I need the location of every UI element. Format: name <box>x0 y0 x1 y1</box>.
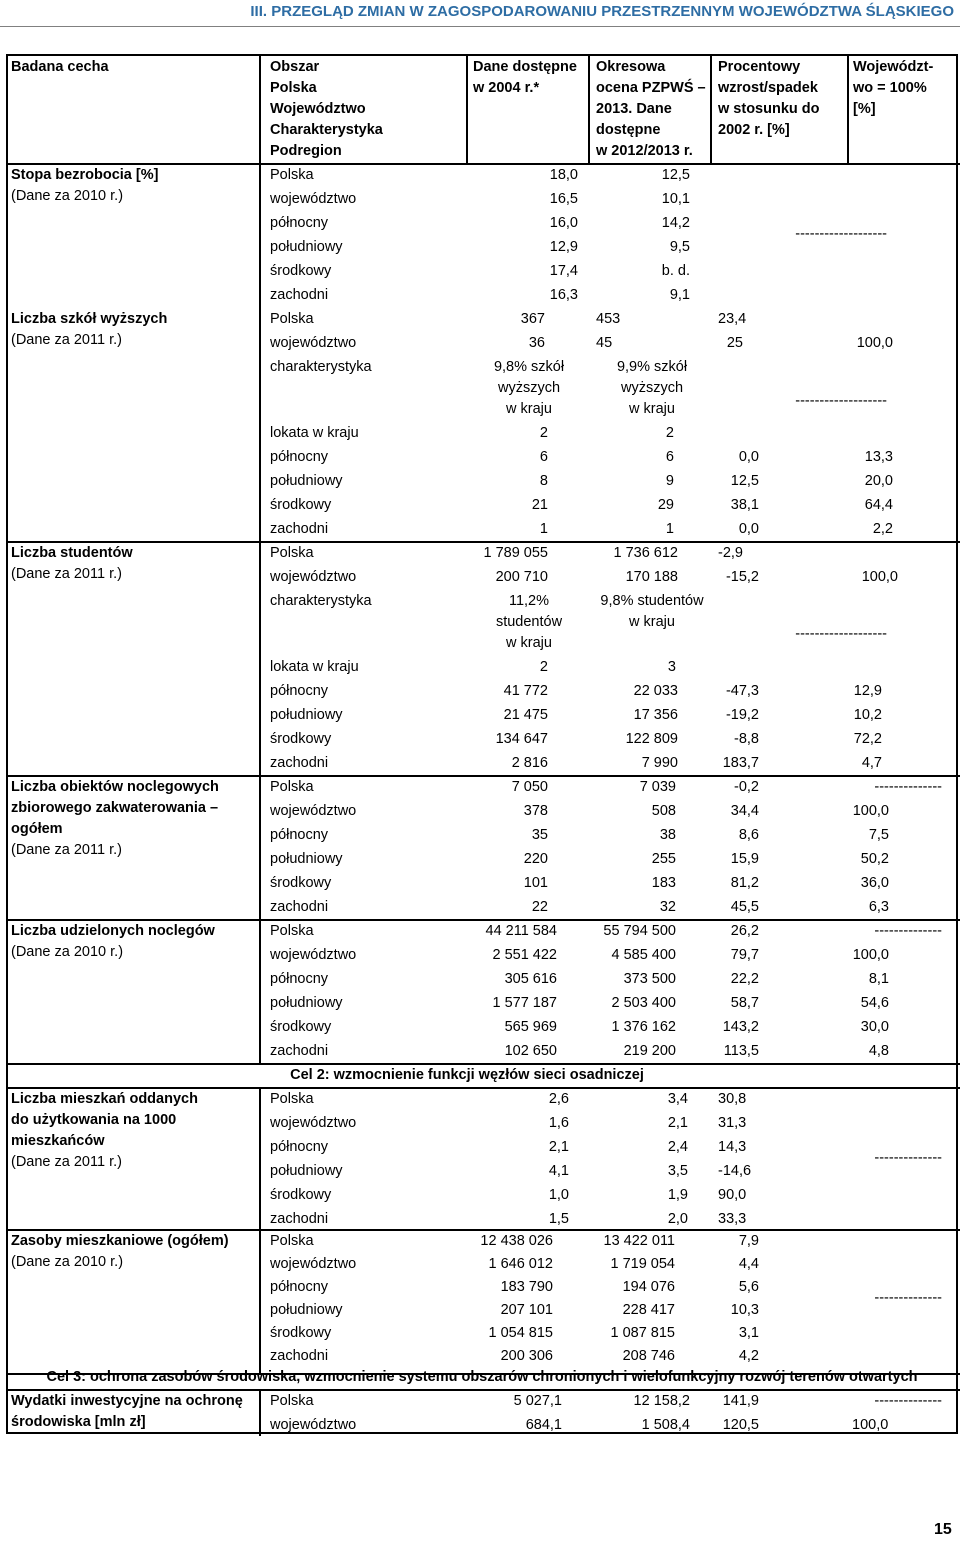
value-2004: 207 101 <box>500 1302 553 1318</box>
value-2004: 1 <box>539 521 548 537</box>
value-2004: 183 790 <box>500 1279 553 1295</box>
value-2004: 1,6 <box>548 1115 569 1131</box>
value-2013: 122 809 <box>625 731 678 747</box>
area-name: południowy <box>270 1302 343 1318</box>
value-2013: 3 <box>667 659 676 675</box>
characteristic-label: charakterystyka <box>270 359 372 375</box>
column-divider <box>466 56 468 164</box>
column-divider <box>710 56 712 164</box>
percent-change: 33,3 <box>718 1211 747 1227</box>
percent-change: -14,6 <box>718 1163 752 1179</box>
percent-change: -19,2 <box>725 707 759 723</box>
value-2004: 1 789 055 <box>483 545 548 561</box>
percent-change: 31,3 <box>718 1115 747 1131</box>
region-share: 2,2 <box>872 521 893 537</box>
percent-change: 34,4 <box>730 803 759 819</box>
area-name: północny <box>270 1279 329 1295</box>
value-2004: 18,0 <box>549 167 578 183</box>
percent-change: 30,8 <box>718 1091 747 1107</box>
region-share: 30,0 <box>860 1019 889 1035</box>
percent-change: -0,2 <box>734 779 759 795</box>
value-2013: 12,5 <box>661 167 690 183</box>
header-assessment-2013: Okresowa <box>596 59 666 75</box>
percent-change: -47,3 <box>725 683 759 699</box>
area-name: południowy <box>270 239 343 255</box>
area-name: zachodni <box>270 899 329 915</box>
header-area: Obszar <box>270 59 320 75</box>
characteristic-2013: w kraju <box>629 614 675 630</box>
value-2004: 220 <box>523 851 548 867</box>
characteristic-2004: 11,2% <box>508 593 550 609</box>
value-2013: 2,0 <box>667 1211 688 1227</box>
area-name: województwo <box>270 1417 357 1433</box>
header-assessment-2013: 2013. Dane <box>596 101 672 117</box>
value-2004: 16,3 <box>549 287 578 303</box>
value-2004: 8 <box>539 473 548 489</box>
area-name: województwo <box>270 803 357 819</box>
area-name: południowy <box>270 1163 343 1179</box>
percent-change: 0,0 <box>738 449 759 465</box>
value-2004: 36 <box>528 335 545 351</box>
feature-label: (Dane za 2011 r.) <box>11 332 122 348</box>
value-2013: 1 376 162 <box>611 1019 676 1035</box>
value-2013: 45 <box>596 335 613 351</box>
feature-label: do użytkowania na 1000 <box>11 1112 177 1128</box>
value-2004: 2,6 <box>548 1091 569 1107</box>
percent-change: 38,1 <box>730 497 759 513</box>
value-2004: 1,0 <box>548 1187 569 1203</box>
area-name: zachodni <box>270 1043 329 1059</box>
page-number: 15 <box>934 1521 952 1538</box>
characteristic-2013: 9,9% szkół <box>616 359 688 375</box>
value-2013: 14,2 <box>661 215 690 231</box>
value-2013: 1 <box>665 521 674 537</box>
value-2013: 7 039 <box>639 779 676 795</box>
header-percent-change: wzrost/spadek <box>718 80 818 96</box>
value-2004: 7 050 <box>511 779 548 795</box>
value-2004: 12 438 026 <box>480 1233 553 1249</box>
region-share: 13,3 <box>864 449 893 465</box>
value-2004: 378 <box>523 803 548 819</box>
percent-change: 120,5 <box>722 1417 759 1433</box>
area-name: Polska <box>270 1091 314 1107</box>
value-2013: 4 585 400 <box>611 947 676 963</box>
percent-change: 22,2 <box>730 971 759 987</box>
value-2004: 16,0 <box>549 215 578 231</box>
feature-label: zbiorowego zakwaterowania – <box>11 800 219 816</box>
area-name: środkowy <box>270 1019 332 1035</box>
header-percent-change: w stosunku do <box>718 101 820 117</box>
region-share: 100,0 <box>856 335 893 351</box>
feature-label: Liczba mieszkań oddanych <box>11 1091 198 1107</box>
value-2013: 10,1 <box>661 191 690 207</box>
header-area: Polska <box>270 80 317 96</box>
region-share: 72,2 <box>853 731 882 747</box>
value-2013: 508 <box>651 803 676 819</box>
area-name: zachodni <box>270 1348 329 1364</box>
value-2004: 101 <box>523 875 548 891</box>
percent-change: 81,2 <box>730 875 759 891</box>
area-name: województwo <box>270 1256 357 1272</box>
characteristic-label: charakterystyka <box>270 593 372 609</box>
area-name: Polska <box>270 779 314 795</box>
value-2013: 3,4 <box>667 1091 688 1107</box>
percent-change: 4,2 <box>738 1348 759 1364</box>
area-name: zachodni <box>270 1211 329 1227</box>
region-share: 12,9 <box>853 683 882 699</box>
percent-change: 143,2 <box>722 1019 759 1035</box>
value-2013: 6 <box>665 449 674 465</box>
header-percent-change: Procentowy <box>718 59 801 75</box>
value-2013: 9 <box>665 473 674 489</box>
percent-change: 5,6 <box>738 1279 759 1295</box>
header-assessment-2013: w 2012/2013 r. <box>596 143 693 159</box>
area-name: województwo <box>270 1115 357 1131</box>
no-data-dashes: ------------------- <box>795 393 887 409</box>
area-name: południowy <box>270 707 343 723</box>
area-name: południowy <box>270 995 343 1011</box>
value-2004: 200 306 <box>500 1348 553 1364</box>
region-share: 20,0 <box>864 473 893 489</box>
percent-change: 90,0 <box>718 1187 747 1203</box>
area-name: środkowy <box>270 1187 332 1203</box>
area-name: Polska <box>270 1233 314 1249</box>
value-2004: 4,1 <box>548 1163 569 1179</box>
feature-label: (Dane za 2010 r.) <box>11 188 124 204</box>
header-area: Charakterystyka <box>270 122 383 138</box>
value-2013: 1,9 <box>667 1187 688 1203</box>
value-2004: 684,1 <box>525 1417 562 1433</box>
percent-change: 10,3 <box>730 1302 759 1318</box>
feature-label: (Dane za 2011 r.) <box>11 1154 122 1170</box>
feature-label: Liczba udzielonych noclegów <box>11 923 215 939</box>
percent-change: 183,7 <box>722 755 759 771</box>
feature-label: mieszkańców <box>11 1133 105 1149</box>
percent-change: 4,4 <box>738 1256 759 1272</box>
value-2004: 102 650 <box>504 1043 557 1059</box>
value-2004: 21 <box>531 497 548 513</box>
no-data-dashes: -------------- <box>874 1393 942 1409</box>
value-2013: 29 <box>657 497 674 513</box>
data-table <box>6 54 958 1434</box>
characteristic-2004: w kraju <box>506 635 552 651</box>
value-2013: 2 <box>665 425 674 441</box>
value-2013: 55 794 500 <box>603 923 676 939</box>
feature-label: (Dane za 2011 r.) <box>11 842 122 858</box>
header-region-100: Województ- <box>853 59 934 75</box>
area-name: północny <box>270 971 329 987</box>
value-2013: 7 990 <box>641 755 678 771</box>
area-name: południowy <box>270 473 343 489</box>
value-2013: 2,1 <box>667 1115 688 1131</box>
value-2013: b. d. <box>661 263 690 279</box>
value-2013: 1 719 054 <box>610 1256 675 1272</box>
feature-label: (Dane za 2010 r.) <box>11 1254 124 1270</box>
characteristic-2013: wyższych <box>620 380 684 396</box>
value-2013: 1 736 612 <box>613 545 678 561</box>
area-name: północny <box>270 215 329 231</box>
no-data-dashes: -------------- <box>874 779 942 795</box>
column-divider <box>259 56 261 1064</box>
value-2013: 255 <box>651 851 676 867</box>
header-region-100: [%] <box>853 101 876 117</box>
characteristic-2004: wyższych <box>497 380 561 396</box>
region-share: 4,7 <box>861 755 882 771</box>
percent-change: 7,9 <box>738 1233 759 1249</box>
feature-label: Stopa bezrobocia [%] <box>11 167 159 183</box>
percent-change: 141,9 <box>722 1393 759 1409</box>
value-2004: 2 816 <box>511 755 548 771</box>
value-2004: 200 710 <box>495 569 548 585</box>
value-2004: 21 475 <box>503 707 548 723</box>
value-2004: 134 647 <box>495 731 548 747</box>
column-divider <box>259 1390 261 1436</box>
characteristic-2004: w kraju <box>506 401 552 417</box>
area-name: województwo <box>270 335 357 351</box>
header-assessment-2013: ocena PZPWŚ – <box>596 80 706 96</box>
header-area: Podregion <box>270 143 342 159</box>
area-name: środkowy <box>270 731 332 747</box>
value-2013: 32 <box>659 899 676 915</box>
feature-label: Zasoby mieszkaniowe (ogółem) <box>11 1233 229 1249</box>
value-2013: 1 087 815 <box>610 1325 675 1341</box>
header-data-2004: Dane dostępne <box>473 59 577 75</box>
characteristic-2013: 9,8% studentów <box>600 593 704 609</box>
area-name: województwo <box>270 947 357 963</box>
characteristic-2013: w kraju <box>629 401 675 417</box>
percent-change: -8,8 <box>734 731 759 747</box>
feature-label: ogółem <box>11 821 63 837</box>
value-2004: 35 <box>531 827 548 843</box>
area-name: północny <box>270 827 329 843</box>
percent-change: 14,3 <box>718 1139 747 1155</box>
value-2004: 12,9 <box>549 239 578 255</box>
value-2004: 1 054 815 <box>488 1325 553 1341</box>
percent-change: 26,2 <box>730 923 759 939</box>
value-2013: 194 076 <box>622 1279 675 1295</box>
value-2004: 2 551 422 <box>492 947 557 963</box>
region-share: 100,0 <box>861 569 898 585</box>
value-2004: 2 <box>539 425 548 441</box>
value-2013: 22 033 <box>633 683 678 699</box>
value-2013: 183 <box>651 875 676 891</box>
value-2013: 228 417 <box>622 1302 675 1318</box>
header-region-100: wo = 100% <box>853 80 927 96</box>
percent-change: 25 <box>726 335 743 351</box>
value-2004: 305 616 <box>504 971 557 987</box>
feature-label: Liczba obiektów noclegowych <box>11 779 219 795</box>
value-2013: 170 188 <box>625 569 678 585</box>
percent-change: 58,7 <box>730 995 759 1011</box>
value-2013: 453 <box>596 311 621 327</box>
percent-change: 23,4 <box>718 311 747 327</box>
area-name: Polska <box>270 167 314 183</box>
value-2013: 17 356 <box>633 707 678 723</box>
value-2004: 16,5 <box>549 191 578 207</box>
goal-heading: Cel 2: wzmocnienie funkcji węzłów sieci osadniczej <box>290 1067 644 1083</box>
value-2013: 38 <box>659 827 676 843</box>
region-share: 7,5 <box>868 827 889 843</box>
area-name: Polska <box>270 923 314 939</box>
area-name: środkowy <box>270 497 332 513</box>
feature-label: (Dane za 2010 r.) <box>11 944 124 960</box>
value-2013: 2,4 <box>667 1139 688 1155</box>
value-2004: 41 772 <box>503 683 548 699</box>
value-2013: 9,1 <box>669 287 690 303</box>
area-name: Polska <box>270 545 314 561</box>
value-2004: 1 646 012 <box>488 1256 553 1272</box>
characteristic-2004: studentów <box>495 614 563 630</box>
region-share: 54,6 <box>860 995 889 1011</box>
column-divider <box>588 56 590 164</box>
percent-change: 79,7 <box>730 947 759 963</box>
value-2013: 208 746 <box>622 1348 675 1364</box>
region-share: 100,0 <box>852 1417 889 1433</box>
value-2013: 2 503 400 <box>611 995 676 1011</box>
header-percent-change: 2002 r. [%] <box>718 122 790 138</box>
header-area: Województwo <box>270 101 366 117</box>
value-2004: 44 211 584 <box>485 923 557 939</box>
page-header <box>0 0 960 27</box>
page-header-title: III. PRZEGLĄD ZMIAN W ZAGOSPODAROWANIU PRZESTRZENNYM WOJEWÓDZTWA ŚLĄSKIEGO <box>250 3 954 20</box>
characteristic-2004: 9,8% szkół <box>493 359 565 375</box>
no-data-dashes: ------------------- <box>795 226 887 242</box>
value-2013: 12 158,2 <box>633 1393 690 1409</box>
feature-label: Wydatki inwestycyjne na ochronę <box>11 1393 243 1409</box>
value-2004: 367 <box>520 311 545 327</box>
percent-change: 113,5 <box>723 1043 759 1059</box>
percent-change: 15,9 <box>730 851 759 867</box>
percent-change: 12,5 <box>730 473 759 489</box>
value-2013: 1 508,4 <box>641 1417 690 1433</box>
column-divider <box>847 56 849 164</box>
column-divider <box>259 1088 261 1374</box>
value-2004: 1 577 187 <box>492 995 557 1011</box>
percent-change: 0,0 <box>738 521 759 537</box>
no-data-dashes: -------------- <box>874 1150 942 1166</box>
area-name: zachodni <box>270 755 329 771</box>
percent-change: 45,5 <box>730 899 759 915</box>
percent-change: 3,1 <box>738 1325 759 1341</box>
value-2004: 1,5 <box>548 1211 569 1227</box>
area-name: środkowy <box>270 263 332 279</box>
region-share: 4,8 <box>868 1043 889 1059</box>
region-share: 6,3 <box>868 899 889 915</box>
area-name: województwo <box>270 569 357 585</box>
region-share: 36,0 <box>860 875 889 891</box>
value-2004: 6 <box>539 449 548 465</box>
goal-heading: Cel 3: ochrona zasobów środowiska, wzmocnienie systemu obszarów chronionych i wielofunkcyjny rozwój terenów otwartych <box>46 1369 918 1385</box>
no-data-dashes: -------------- <box>874 923 942 939</box>
feature-label: Liczba studentów <box>11 545 133 561</box>
region-share: 100,0 <box>852 803 889 819</box>
area-name: województwo <box>270 191 357 207</box>
value-2004: 565 969 <box>504 1019 557 1035</box>
percent-change: -15,2 <box>725 569 759 585</box>
region-share: 10,2 <box>853 707 882 723</box>
area-name: północny <box>270 449 329 465</box>
area-name: środkowy <box>270 875 332 891</box>
no-data-dashes: -------------- <box>874 1290 942 1306</box>
region-share: 64,4 <box>864 497 893 513</box>
header-data-2004: w 2004 r.* <box>473 80 540 96</box>
percent-change: -2,9 <box>718 545 743 561</box>
area-name: zachodni <box>270 521 329 537</box>
area-name: północny <box>270 1139 329 1155</box>
area-name: Polska <box>270 1393 314 1409</box>
value-2004: 2,1 <box>548 1139 569 1155</box>
area-name: środkowy <box>270 1325 332 1341</box>
value-2013: 219 200 <box>623 1043 676 1059</box>
area-name: lokata w kraju <box>270 659 359 675</box>
no-data-dashes: ------------------- <box>795 626 887 642</box>
area-name: zachodni <box>270 287 329 303</box>
value-2013: 9,5 <box>669 239 690 255</box>
value-2004: 5 027,1 <box>513 1393 562 1409</box>
region-share: 8,1 <box>868 971 889 987</box>
value-2013: 3,5 <box>667 1163 688 1179</box>
value-2004: 2 <box>539 659 548 675</box>
area-name: lokata w kraju <box>270 425 359 441</box>
area-name: południowy <box>270 851 343 867</box>
feature-label: Liczba szkół wyższych <box>11 311 168 327</box>
region-share: 50,2 <box>860 851 889 867</box>
header-assessment-2013: dostępne <box>596 122 661 138</box>
feature-label: (Dane za 2011 r.) <box>11 566 122 582</box>
area-name: północny <box>270 683 329 699</box>
value-2004: 22 <box>531 899 548 915</box>
area-name: Polska <box>270 311 314 327</box>
value-2013: 13 422 011 <box>603 1233 675 1249</box>
header-feature: Badana cecha <box>11 59 109 75</box>
value-2004: 17,4 <box>549 263 578 279</box>
percent-change: 8,6 <box>738 827 759 843</box>
value-2013: 373 500 <box>623 971 676 987</box>
region-share: 100,0 <box>852 947 889 963</box>
feature-label: środowiska [mln zł] <box>11 1414 146 1430</box>
